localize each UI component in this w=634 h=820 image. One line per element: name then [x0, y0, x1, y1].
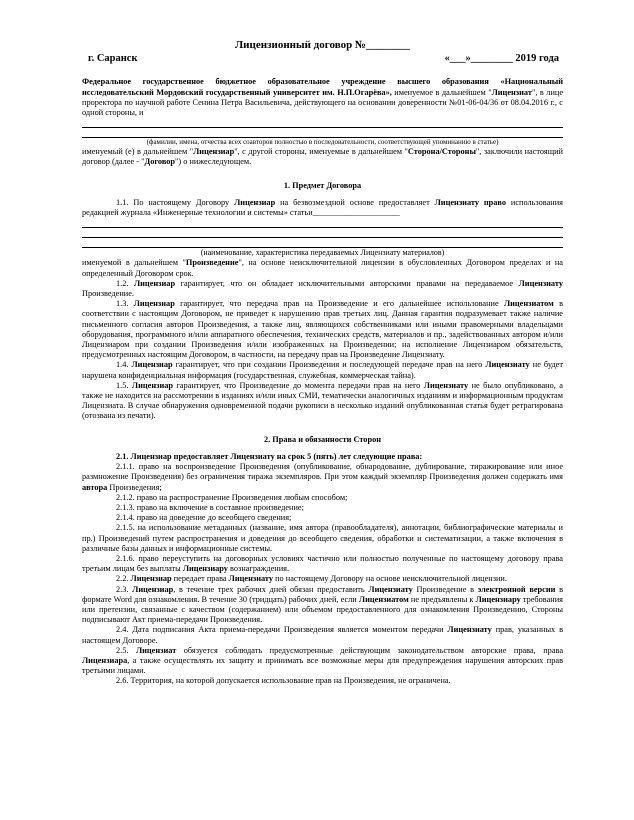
clause-1-5: 1.5. Лицензиар гарантирует, что Произведение до момента передачи прав на него Лицензиату не было опубликовано, а также не находится на рассмотрении в изданиях и/или иных СМИ, тематически аналогичных изданиям и информационным продуктам Лицензиата. В случае обнаружения одновременной подачи рукописи в несколько изданий опубликованная статья будет ретрагирована (отозвана из печати).	[82, 380, 563, 421]
city-date-line	[82, 54, 563, 64]
clause-2-1-2: 2.1.2. право на распространение Произведения любым способом;	[116, 492, 348, 502]
clause-2-1-1: 2.1.1. право на воспроизведение Произведения (опубликование, обнародование, дублирование, тиражирование или иное размножение Произведения) без ограничения тиража экземпляров. При этом каждый экземпляр Произведения должен содержать имя автора Произведения;	[82, 462, 563, 492]
blank-line	[82, 228, 563, 238]
clause-2-6: 2.6. Территория, на которой допускается использование прав на Произведения, не ограничена.	[116, 676, 451, 686]
clause-2-2: 2.2. Лицензиар передает права Лицензиату по настоящему Договору на основе неисключительной лицензии.	[116, 574, 507, 584]
clause-2-1-4: 2.1.4. право на доведение до всеобщего сведения;	[116, 513, 292, 523]
blank-line	[82, 218, 563, 228]
clause-2-1-heading: 2.1. Лицензиар предоставляет Лицензиату на срок 5 (пять) лет следующие права:	[116, 451, 423, 461]
clause-2-3: 2.3. Лицензиар, в течение трех рабочих дней обязан предоставить Лицензиату Произведение в электронной версии в формате Word для ознакомления. В течение 30 (тридцать) рабочих дней, если Лицензиатом не предъявлены к Лицензиару требования или претензии, связанные с качеством (содержанием) или объемом предоставленного для ознакомления Произведению, Стороны подписывают Акт приема-передачи Произведения.	[82, 584, 563, 625]
city: г. Саранск	[88, 53, 138, 65]
clause-2-1-6: 2.1.6. право переуступить на договорных условиях частично или полностью полученные по настоящему договору права третьим лицам без выплаты Лицензиару вознаграждения.	[82, 553, 563, 574]
clause-1-2: 1.2. Лицензиар гарантирует, что он обладает исключительными авторскими правами на передаваемое Лицензиату Произведение.	[82, 278, 563, 299]
clause-1-1-continued: именуемой в дальнейшем "Произведение", на основе неисключительной лицензии в обусловленных Договором пределах и на определенный Договором срок.	[82, 258, 563, 278]
materials-caption: (наименование, характеристика передаваемых Лицензиату материалов)	[200, 248, 445, 258]
contract-title: Лицензионный договор №________	[234, 39, 410, 51]
section-1-heading: 1. Предмет Договора	[283, 180, 362, 190]
contract-page	[82, 40, 563, 687]
clause-1-4: 1.4. Лицензиар гарантирует, что при создании Произведения и последующей передаче прав на него Лицензиату не будет нарушена конфиденциальная информация (государственная, служебная, коммерческая тайна).	[82, 360, 563, 380]
intro-paragraph: Федеральное государственное бюджетное образовательное учреждение высшего образования «Национальный исследовательский Мордовский государственный университет им. Н.П.Огарёва», именуемое в дальнейшем "Лицензиат", в лице проректора по научной работе Сенина Петра Васильевича, действующего на основании доверенности №01-06-04/36 от 08.04.2016 г., с одной стороны, и	[82, 77, 564, 118]
clause-1-1: 1.1. По настоящему Договору Лицензиар на безвозмездной основе предоставляет Лицензиату право использования редакцией журнала «Инженерные технологии и системы» статьи_____________________	[82, 197, 563, 218]
clause-2-1-5: 2.1.5. на использование метаданных (название, имя автора (правообладателя), аннотации, библиографические материалы и пр.) Произведений путем распространения и доведения до всеобщего сведения, обработки и систематизации, а также включения в различные базы данных и информационные системы.	[82, 523, 563, 553]
blank-line	[82, 238, 563, 248]
contract-date: «___»________ 2019 года	[444, 53, 559, 65]
blank-line	[82, 118, 563, 128]
section-2-heading: 2. Права и обязанности Сторон	[264, 434, 381, 444]
parties-paragraph: именуемый (е) в дальнейшем "Лицензиар", с другой стороны, именуемые в дальнейшем "Сторона/Стороны", заключили настоящий договор (далее - "Договор") о нижеследующем.	[82, 147, 563, 167]
clause-2-4: 2.4. Дата подписания Акта приема-передачи Произведения является моментом передачи Лицензиату прав, указанных в настоящем Договоре.	[82, 625, 564, 645]
clause-2-5: 2.5. Лицензиат обязуется соблюдать предусмотренные действующим законодательством авторские права, права Лицензиара, а также осуществлять их защиту и принимать все возможные меры для предупреждения нарушения авторских прав третьими лицами.	[82, 645, 563, 676]
coauthors-caption: (фамилии, имена, отчества всех соавторов полностью в последовательности, соответствующей упоминанию в статье)	[146, 138, 499, 147]
blank-line	[82, 128, 563, 138]
clause-2-1-3: 2.1.3. право на включение в составное произведение;	[116, 502, 304, 512]
clause-1-3: 1.3. Лицензиар гарантирует, что передача прав на Произведение и его дальнейшее использование Лицензиатом в соответствии с настоящим Договором, не приведет к нарушению прав третьих лиц. Данная гарантия подразумевает также наличие письменного согласия авторов Произведения, а также лиц, являющихся собственниками или иными правомерными владельцами оборудования, программного и/или аппаратного обеспечения, технических средств, материалов и пр., задействованных автором и/или Лицензиаром при создании Произведения и/или изображенных на Произведении; на исполнение Лицензиаром обязательств, предусмотренных настоящим Договором, в частности, на передачу прав на Произведение Лицензиату.	[82, 299, 563, 360]
